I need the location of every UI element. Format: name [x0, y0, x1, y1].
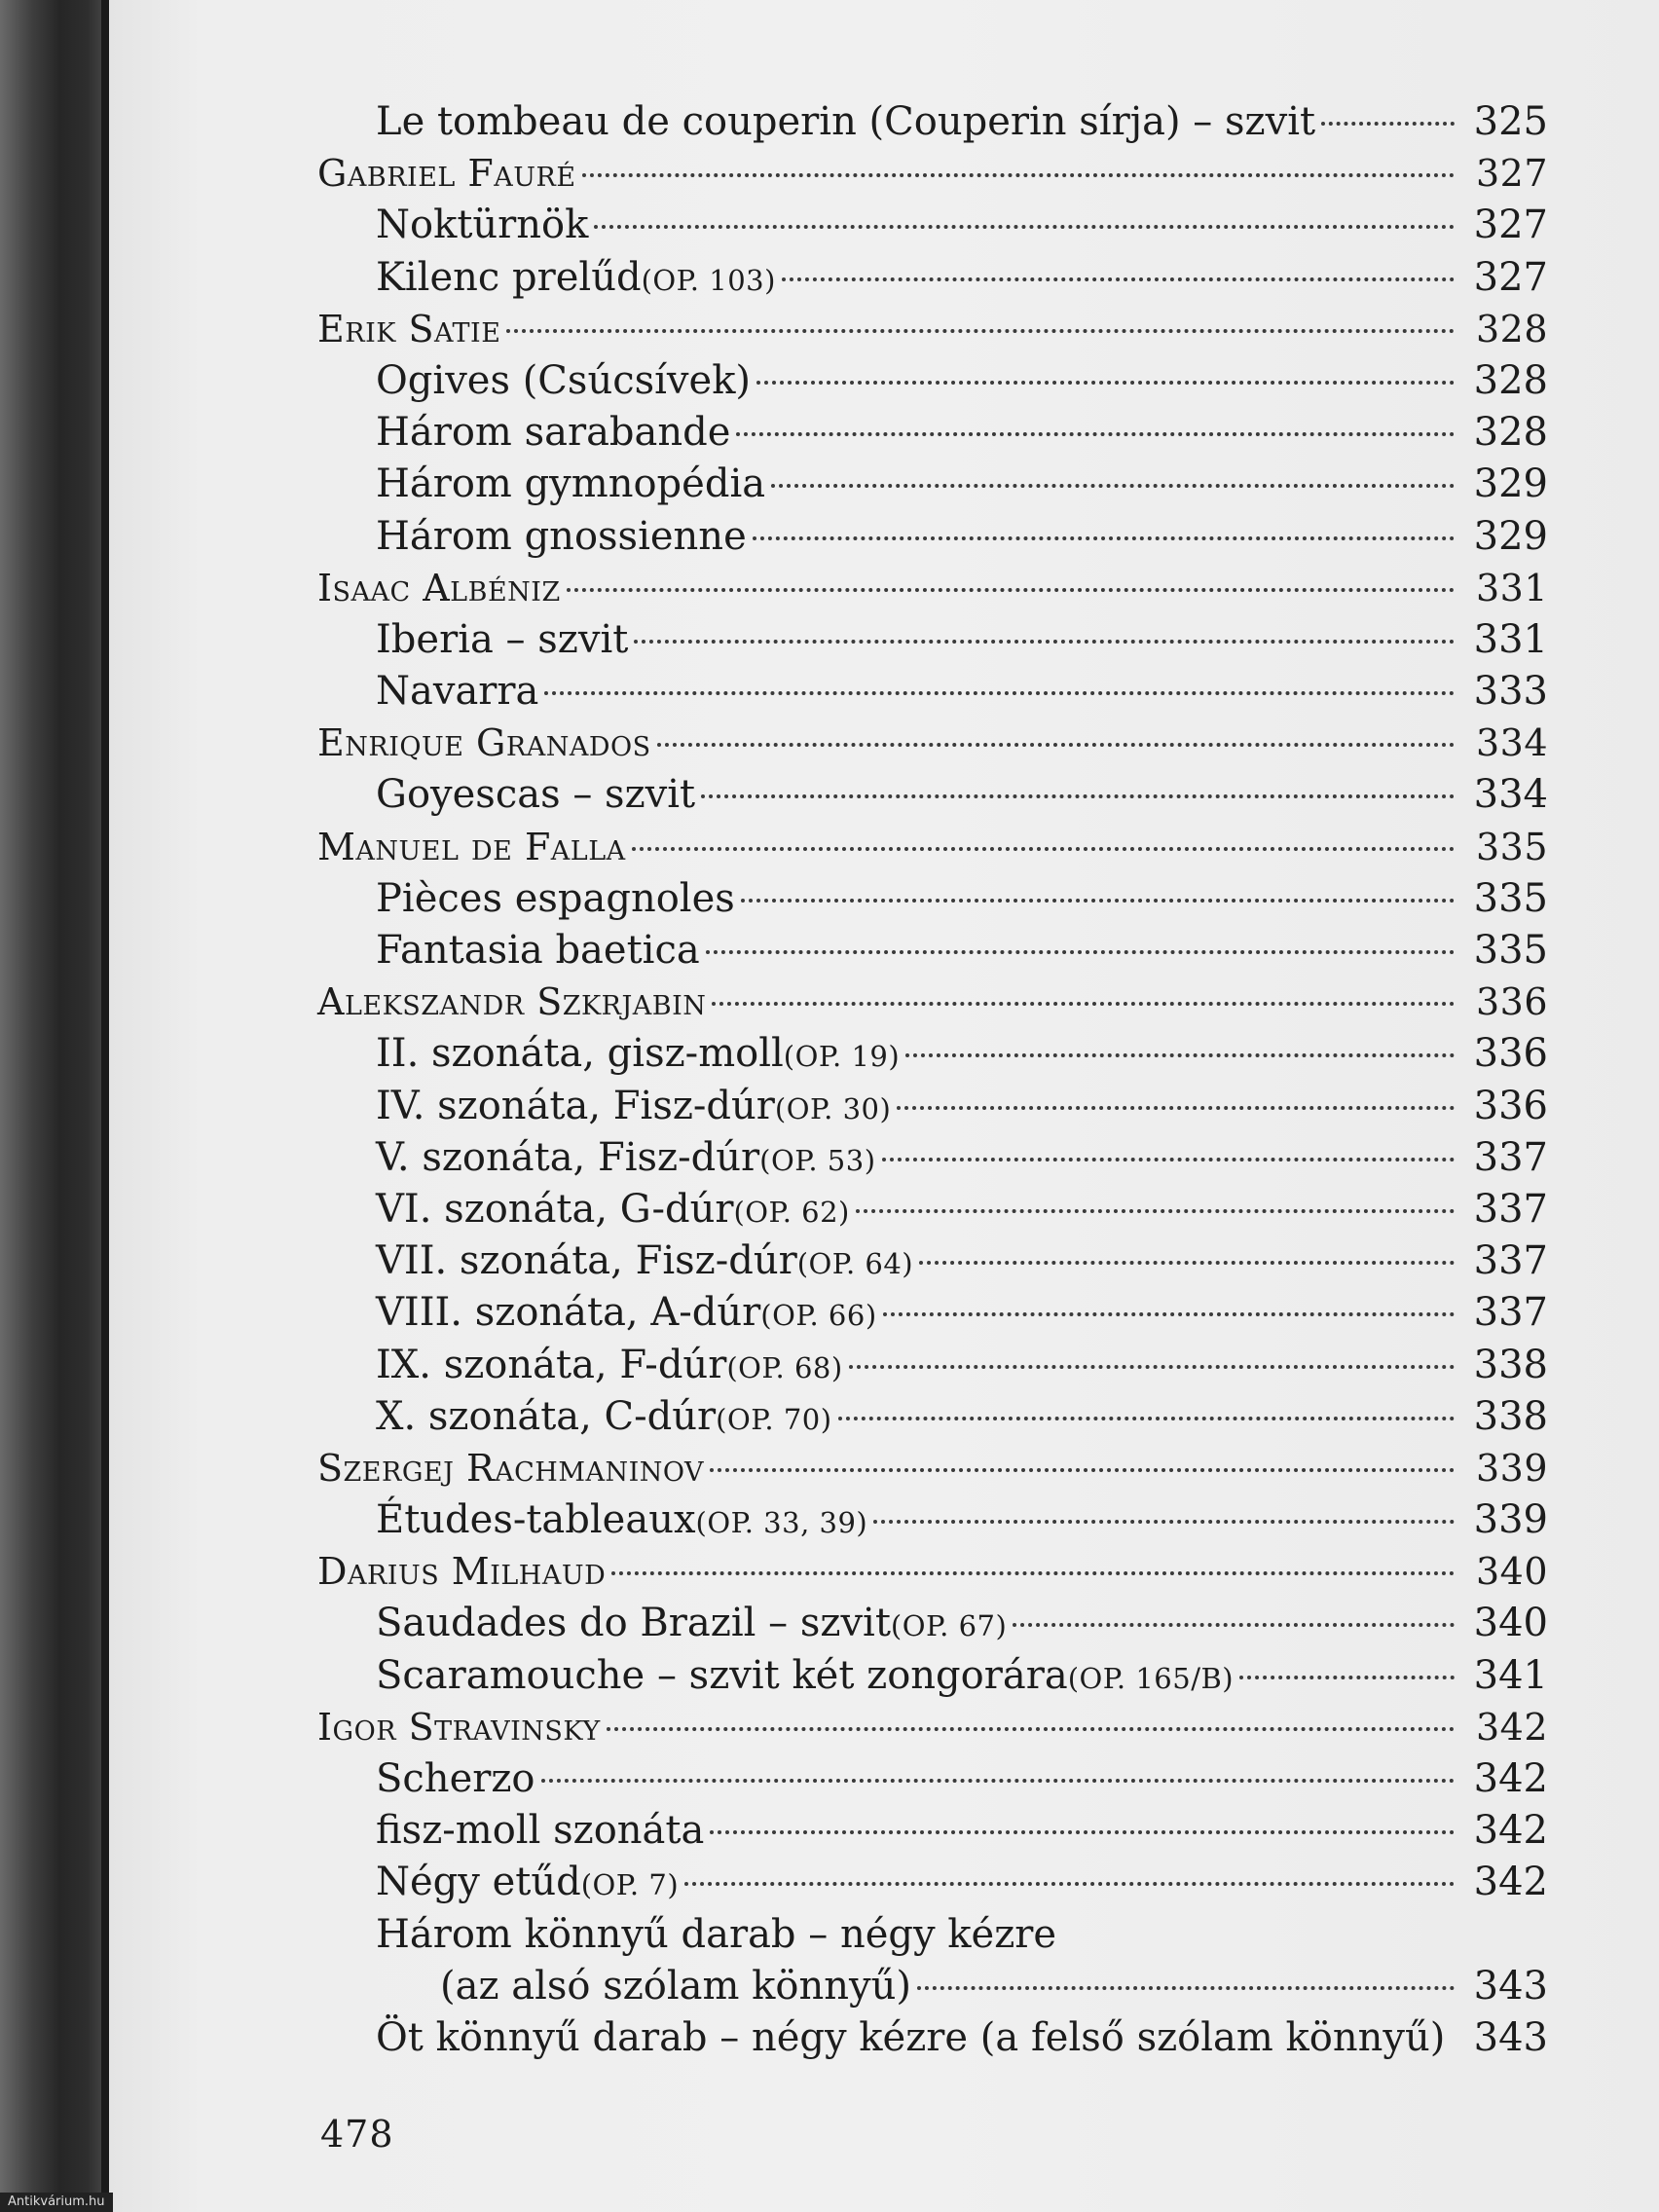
- toc-page-ref: 333: [1473, 669, 1548, 715]
- toc-page-ref: 343: [1473, 2014, 1548, 2060]
- composer-name: Igor Stravinsky: [317, 1705, 601, 1749]
- opus-number: (OP. 165/B): [1067, 1661, 1235, 1695]
- opus-number: (OP. 67): [890, 1609, 1008, 1643]
- toc-work-entry: [317, 1235, 1548, 1287]
- work-title: Öt könnyű darab – négy kézre (a felső szólam könnyű): [376, 2014, 1446, 2060]
- dot-leader: [849, 1365, 1455, 1369]
- toc-page-ref: 334: [1475, 721, 1548, 765]
- toc-work-entry: [317, 1961, 1548, 2012]
- opus-number: (OP. 103): [641, 263, 776, 297]
- toc-page-ref: 329: [1473, 513, 1548, 559]
- dot-leader: [657, 743, 1455, 747]
- dot-leader: [736, 432, 1455, 436]
- opus-number: (OP. 7): [580, 1868, 680, 1902]
- dot-leader: [611, 1571, 1455, 1575]
- toc-page-ref: 337: [1473, 1186, 1548, 1232]
- opus-number: (OP. 68): [726, 1350, 843, 1384]
- dot-leader: [905, 1053, 1455, 1057]
- toc-work-entry: [317, 873, 1548, 925]
- opus-number: (OP. 64): [796, 1247, 914, 1281]
- toc-page-ref: 343: [1473, 1963, 1548, 2009]
- work-title: X. szonáta, C-dúr: [376, 1393, 717, 1439]
- work-title: Négy etűd: [376, 1860, 581, 1905]
- toc-work-entry: [317, 1132, 1548, 1184]
- toc-work-entry: [317, 1909, 1548, 1961]
- dot-leader: [634, 640, 1455, 644]
- toc-page-ref: 329: [1473, 461, 1548, 507]
- toc-work-entry: [317, 252, 1548, 304]
- toc-page-ref: 335: [1475, 825, 1548, 868]
- toc-composer-entry: [317, 1546, 1548, 1598]
- dot-leader: [917, 1986, 1455, 1990]
- dot-leader: [544, 691, 1455, 695]
- dot-leader: [582, 173, 1455, 177]
- work-title: Három sarabande: [376, 410, 731, 456]
- toc-page-ref: 342: [1473, 1808, 1548, 1854]
- work-title: Saudades do Brazil – szvit: [376, 1601, 891, 1646]
- toc-page-ref: 327: [1473, 254, 1548, 300]
- toc-work-entry: [317, 1494, 1548, 1546]
- composer-name: Erik Satie: [317, 307, 501, 350]
- dot-leader: [873, 1520, 1455, 1524]
- work-title: fisz-moll szonáta: [376, 1808, 705, 1854]
- watermark: Antikvárium.hu: [0, 2193, 113, 2212]
- toc-work-entry: [317, 614, 1548, 666]
- toc-page-ref: 335: [1473, 875, 1548, 921]
- dot-leader: [741, 899, 1455, 903]
- dot-leader: [897, 1106, 1455, 1110]
- work-title: IV. szonáta, Fisz-dúr: [376, 1083, 775, 1128]
- toc-page-ref: 331: [1473, 616, 1548, 662]
- work-title: VI. szonáta, G-dúr: [376, 1186, 734, 1232]
- dot-leader: [771, 484, 1455, 488]
- book-spine: [0, 0, 109, 2212]
- toc-composer-entry: [317, 148, 1548, 200]
- work-title: V. szonáta, Fisz-dúr: [376, 1134, 760, 1180]
- toc-page-ref: 336: [1473, 1031, 1548, 1077]
- dot-leader: [506, 329, 1455, 333]
- toc-page-ref: 336: [1475, 980, 1548, 1024]
- toc-work-entry: [317, 769, 1548, 821]
- work-title: Noktürnök: [376, 203, 589, 248]
- dot-leader: [594, 225, 1455, 229]
- table-of-contents: [317, 96, 1548, 2064]
- toc-work-entry: [317, 1753, 1548, 1805]
- toc-page-ref: 336: [1473, 1083, 1548, 1128]
- toc-work-entry: [317, 1028, 1548, 1080]
- composer-name: Gabriel Fauré: [317, 152, 576, 196]
- toc-work-entry: [317, 2012, 1548, 2064]
- work-title: Iberia – szvit: [376, 616, 629, 662]
- work-title: VIII. szonáta, A-dúr: [376, 1290, 761, 1336]
- toc-work-entry: [317, 1598, 1548, 1649]
- toc-page-ref: 341: [1473, 1652, 1548, 1698]
- composer-name: Alekszandr Szkrjabin: [317, 980, 707, 1024]
- work-title: Scaramouche – szvit két zongorára: [376, 1652, 1068, 1698]
- toc-page-ref: 327: [1473, 203, 1548, 248]
- toc-work-entry: [317, 511, 1548, 563]
- toc-work-entry: [317, 1340, 1548, 1391]
- toc-page-ref: 331: [1475, 566, 1548, 609]
- toc-composer-entry: [317, 304, 1548, 355]
- opus-number: (OP. 19): [783, 1040, 901, 1074]
- toc-page-ref: 338: [1473, 1393, 1548, 1439]
- dot-leader: [856, 1209, 1455, 1213]
- dot-leader: [753, 536, 1455, 540]
- dot-leader: [919, 1261, 1455, 1265]
- toc-page-ref: 342: [1473, 1756, 1548, 1801]
- work-title: Három gnossienne: [376, 513, 747, 559]
- dot-leader: [710, 1468, 1455, 1472]
- toc-composer-entry: [317, 563, 1548, 614]
- composer-name: Szergej Rachmaninov: [317, 1446, 705, 1490]
- composer-name: Darius Milhaud: [317, 1550, 607, 1594]
- work-title: (az alsó szólam könnyű): [440, 1963, 911, 2009]
- work-title: IX. szonáta, F-dúr: [376, 1342, 727, 1387]
- toc-work-entry: [317, 1650, 1548, 1702]
- toc-page-ref: 337: [1473, 1134, 1548, 1180]
- toc-page-ref: 334: [1473, 772, 1548, 818]
- toc-work-entry: [317, 1805, 1548, 1857]
- dot-leader: [883, 1312, 1455, 1316]
- dot-leader: [1239, 1676, 1455, 1679]
- work-title: Scherzo: [376, 1756, 535, 1801]
- toc-page-ref: 328: [1473, 357, 1548, 403]
- toc-work-entry: [317, 666, 1548, 718]
- toc-work-entry: [317, 459, 1548, 510]
- dot-leader: [838, 1417, 1455, 1420]
- toc-work-entry: [317, 355, 1548, 407]
- toc-page-ref: 338: [1473, 1342, 1548, 1387]
- toc-work-entry: [317, 200, 1548, 251]
- toc-composer-entry: [317, 718, 1548, 769]
- toc-page-ref: 340: [1475, 1550, 1548, 1594]
- work-title: II. szonáta, gisz-moll: [376, 1031, 784, 1077]
- toc-page-ref: 337: [1473, 1290, 1548, 1336]
- dot-leader: [607, 1727, 1455, 1731]
- toc-page-ref: 327: [1475, 152, 1548, 196]
- work-title: Goyescas – szvit: [376, 772, 696, 818]
- dot-leader: [1013, 1623, 1455, 1627]
- dot-leader: [782, 277, 1455, 281]
- toc-page-ref: 342: [1473, 1860, 1548, 1905]
- page-number: 478: [320, 2113, 394, 2156]
- toc-page-ref: 339: [1475, 1446, 1548, 1490]
- toc-page-ref: 337: [1473, 1238, 1548, 1284]
- toc-composer-entry: [317, 1702, 1548, 1753]
- dot-leader: [701, 794, 1455, 798]
- work-title: Le tombeau de couperin (Couperin sírja) – szvit: [376, 99, 1316, 144]
- toc-composer-entry: [317, 1443, 1548, 1494]
- work-title: Études-tableaux: [376, 1497, 696, 1543]
- composer-name: Manuel de Falla: [317, 825, 626, 868]
- toc-work-entry: [317, 96, 1548, 148]
- work-title: Kilenc prelűd: [376, 254, 642, 300]
- opus-number: (OP. 53): [759, 1143, 876, 1177]
- toc-work-entry: [317, 1391, 1548, 1443]
- toc-page-ref: 339: [1473, 1497, 1548, 1543]
- dot-leader: [712, 1002, 1455, 1006]
- toc-work-entry: [317, 1857, 1548, 1908]
- toc-page-ref: 325: [1473, 99, 1548, 144]
- opus-number: (OP. 70): [716, 1402, 832, 1436]
- toc-page-ref: 340: [1473, 1601, 1548, 1646]
- toc-work-entry: [317, 925, 1548, 977]
- dot-leader: [756, 381, 1455, 385]
- work-title: Pièces espagnoles: [376, 875, 735, 921]
- opus-number: (OP. 33, 39): [695, 1506, 868, 1540]
- dot-leader: [882, 1158, 1455, 1161]
- dot-leader: [632, 847, 1455, 851]
- work-title: Három könnyű darab – négy kézre: [376, 1911, 1057, 1957]
- work-title: VII. szonáta, Fisz-dúr: [376, 1238, 797, 1284]
- toc-page-ref: 328: [1475, 307, 1548, 350]
- composer-name: Enrique Granados: [317, 721, 651, 765]
- dot-leader: [710, 1830, 1455, 1834]
- toc-work-entry: [317, 1184, 1548, 1235]
- opus-number: (OP. 30): [774, 1091, 892, 1125]
- dot-leader: [1321, 122, 1455, 126]
- composer-name: Isaac Albéniz: [317, 566, 561, 609]
- opus-number: (OP. 62): [733, 1195, 850, 1229]
- work-title: Ogives (Csúcsívek): [376, 357, 752, 403]
- dot-leader: [684, 1882, 1455, 1886]
- toc-page-ref: 342: [1475, 1705, 1548, 1749]
- toc-work-entry: [317, 1287, 1548, 1339]
- toc-page-ref: 328: [1473, 410, 1548, 456]
- toc-page-ref: 335: [1473, 928, 1548, 973]
- dot-leader: [567, 588, 1455, 592]
- spine-edge: [101, 0, 109, 2212]
- toc-work-entry: [317, 1081, 1548, 1132]
- toc-composer-entry: [317, 822, 1548, 873]
- work-title: Három gymnopédia: [376, 461, 766, 507]
- dot-leader: [706, 950, 1455, 954]
- toc-work-entry: [317, 407, 1548, 459]
- work-title: Navarra: [376, 669, 539, 715]
- dot-leader: [541, 1779, 1455, 1783]
- work-title: Fantasia baetica: [376, 928, 700, 973]
- opus-number: (OP. 66): [760, 1299, 877, 1333]
- toc-composer-entry: [317, 977, 1548, 1028]
